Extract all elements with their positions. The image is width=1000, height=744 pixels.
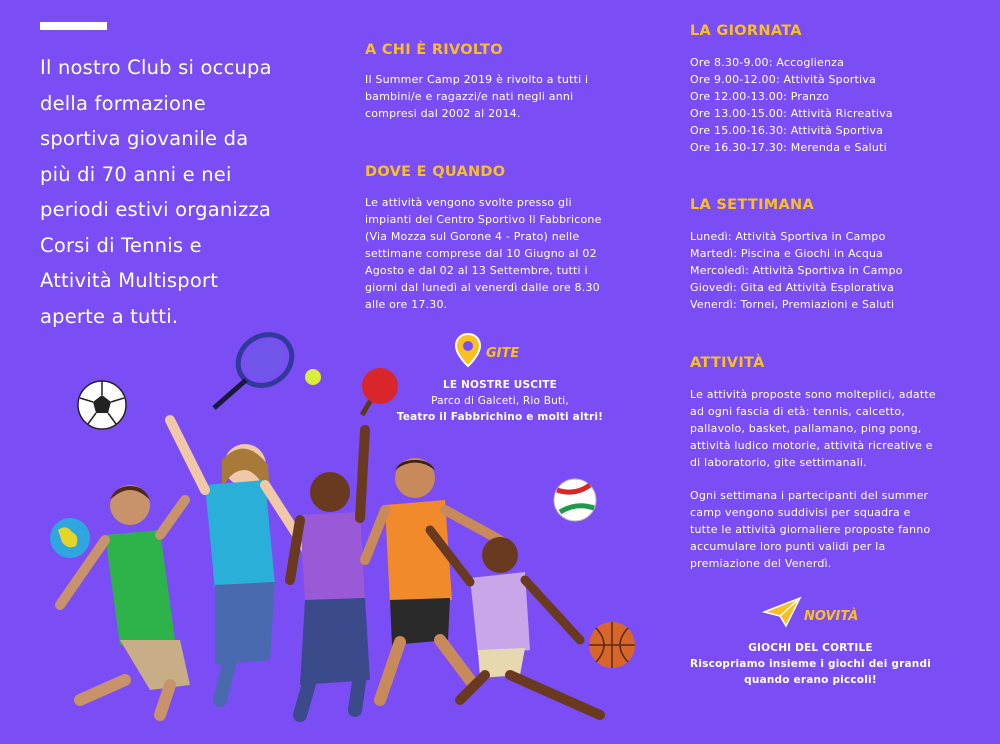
intro-line: periodi estivi organizza xyxy=(40,198,272,221)
soccer-ball-icon xyxy=(78,381,126,429)
intro-line: Attività Multisport xyxy=(40,269,219,292)
intro-line: Il nostro Club si occupa xyxy=(40,56,272,79)
text-line: premiazione del Venerdì. xyxy=(690,557,832,570)
tennis-racket-icon xyxy=(214,324,302,408)
a-chi-text xyxy=(365,71,588,122)
schedule-item: Ore 16.30-17.30: Merenda e Saluti xyxy=(690,141,887,154)
text-line: Le attività vengono svolte presso gli xyxy=(365,196,572,209)
attivita-p1 xyxy=(690,386,936,471)
week-item: Venerdì: Tornei, Premiazioni e Saluti xyxy=(690,298,895,311)
ping-pong-paddle-icon xyxy=(362,368,398,415)
gite-tag: GITE xyxy=(486,346,520,361)
text-line: di laboratorio, gite settimanali. xyxy=(690,456,867,469)
volleyball-icon xyxy=(554,479,596,521)
settimana-list xyxy=(690,228,903,313)
week-item: Lunedì: Attività Sportiva in Campo xyxy=(690,230,886,243)
attivita-title: ATTIVITÀ xyxy=(690,355,765,371)
novita-title: GIOCHI DEL CORTILE xyxy=(748,642,873,654)
week-item: Mercoledì: Attività Sportiva in Campo xyxy=(690,264,903,277)
kids-illustration xyxy=(0,320,660,740)
schedule-item: Ore 13.00-15.00: Attività Ricreativa xyxy=(690,107,893,120)
text-line: settimane comprese dal 10 Giugno al 02 xyxy=(365,247,597,260)
kid-figure xyxy=(290,430,370,715)
dove-text xyxy=(365,194,602,313)
text-line: accumulare loro punti validi per la xyxy=(690,540,886,553)
intro-line: aperte a tutti. xyxy=(40,304,179,328)
text-line: camp vengono suddivisi per squadra e xyxy=(690,506,911,519)
text-line: pallavolo, basket, pallamano, ping pong, xyxy=(690,422,922,435)
giornata-list xyxy=(690,54,893,156)
kid-figure xyxy=(430,530,600,715)
text-line: bambini/e e ragazzi/e nati negli anni xyxy=(365,90,574,103)
gite-line: Parco di Galceti, Rio Buti, xyxy=(431,395,569,407)
text-line: giorni dal lunedì al venerdì dalle ore 8.30 xyxy=(365,281,600,294)
globe-icon xyxy=(50,518,90,558)
kid-figure xyxy=(60,485,190,715)
text-line: Agosto e dal 02 al 13 Settembre, tutti i xyxy=(365,264,588,277)
schedule-item: Ore 12.00-13.00: Pranzo xyxy=(690,90,830,103)
novita-tag: NOVITÀ xyxy=(804,609,859,624)
text-line: tutte le attività giornaliere proposte fanno xyxy=(690,523,931,536)
intro-text xyxy=(40,50,310,334)
text-line: (Via Mozza sul Gorone 4 - Prato) nelle xyxy=(365,230,580,243)
text-line: Il Summer Camp 2019 è rivolto a tutti i xyxy=(365,73,589,86)
text-line: attività ludico motorie, attività ricreative e xyxy=(690,439,933,452)
week-item: Martedì: Piscina e Giochi in Acqua xyxy=(690,247,884,260)
text-line: ad ogni fascia di età: tennis, calcetto, xyxy=(690,405,906,418)
tennis-ball-icon xyxy=(305,369,321,385)
paper-plane-icon xyxy=(762,596,802,632)
a-chi-title: A CHI È RIVOLTO xyxy=(365,42,503,58)
attivita-p2 xyxy=(690,487,930,572)
text-line: alle ore 17.30. xyxy=(365,298,448,311)
novita-line: quando erano piccoli! xyxy=(744,674,877,686)
schedule-item: Ore 15.00-16.30: Attività Sportiva xyxy=(690,124,884,137)
decorative-bar xyxy=(40,22,107,30)
intro-line: della formazione xyxy=(40,91,206,115)
text-line: impianti del Centro Sportivo Il Fabbricone xyxy=(365,213,602,226)
gite-line: Teatro il Fabbrichino e molti altri! xyxy=(396,411,604,423)
text-line: Ogni settimana i partecipanti del summer xyxy=(690,489,929,502)
gite-title: LE NOSTRE USCITE xyxy=(442,379,558,391)
novita-text xyxy=(688,640,933,688)
giornata-title: LA GIORNATA xyxy=(690,23,802,39)
settimana-title: LA SETTIMANA xyxy=(690,197,814,213)
schedule-item: Ore 9.00-12.00: Attività Sportiva xyxy=(690,73,876,86)
schedule-item: Ore 8.30-9.00: Accoglienza xyxy=(690,56,845,69)
novita-line: Riscopriamo insieme i giochi dei grandi xyxy=(690,658,931,670)
intro-line: sportiva giovanile da xyxy=(40,127,249,150)
text-line: compresi dal 2002 al 2014. xyxy=(365,107,521,120)
text-line: Le attività proposte sono molteplici, adatte xyxy=(690,388,936,401)
basketball-icon xyxy=(589,622,635,668)
intro-line: Corsi di Tennis e xyxy=(40,233,202,257)
intro-line: più di 70 anni e nei xyxy=(40,162,232,186)
dove-title: DOVE E QUANDO xyxy=(365,164,506,180)
week-item: Giovedì: Gita ed Attività Esplorativa xyxy=(690,281,895,294)
